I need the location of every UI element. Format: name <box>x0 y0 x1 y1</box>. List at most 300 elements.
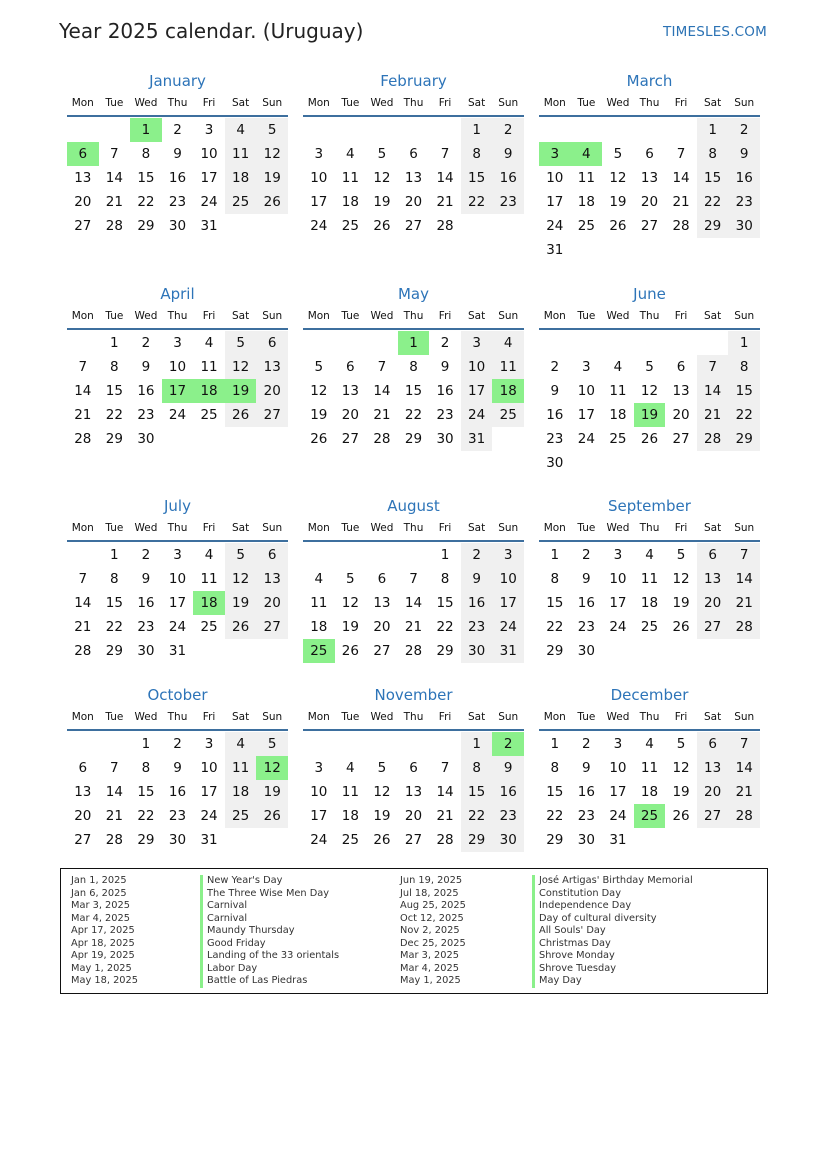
holiday-day-cell: 19 <box>225 379 257 403</box>
day-cell: 8 <box>461 142 493 166</box>
day-cell: 4 <box>613 359 623 375</box>
day-cell: 4 <box>225 118 257 142</box>
day-cell: 29 <box>404 431 423 447</box>
empty-cell <box>335 118 367 142</box>
day-cell: 24 <box>168 407 187 423</box>
day-cell: 11 <box>341 170 359 186</box>
weekday-label: Fri <box>202 97 216 109</box>
day-cell: 7 <box>377 359 387 375</box>
day-cell: 28 <box>404 643 423 659</box>
month-june <box>539 284 760 475</box>
day-cell: 13 <box>404 784 423 800</box>
day-cell: 24 <box>200 808 218 824</box>
holiday-day-cell: 2 <box>492 732 524 756</box>
day-cell: 13 <box>256 567 288 591</box>
day-cell: 28 <box>436 218 454 234</box>
day-cell: 9 <box>141 359 151 375</box>
day-cell: 9 <box>728 142 760 166</box>
day-cell: 24 <box>609 619 627 635</box>
holiday-date: May 18, 2025 <box>71 975 138 987</box>
day-grid <box>539 118 760 262</box>
day-cell: 14 <box>728 567 760 591</box>
empty-cell <box>99 732 131 756</box>
weekday-label: Fri <box>438 711 452 723</box>
day-cell: 11 <box>200 359 218 375</box>
month-name: July <box>164 497 191 515</box>
day-cell: 15 <box>546 784 564 800</box>
day-cell: 5 <box>377 760 387 776</box>
month-may <box>303 284 524 451</box>
weekday-label: Sun <box>498 97 519 109</box>
day-cell: 4 <box>225 732 257 756</box>
day-cell: 26 <box>225 403 257 427</box>
month-february <box>303 71 524 238</box>
day-cell: 31 <box>546 242 564 258</box>
day-cell: 25 <box>225 804 257 828</box>
weekday-label: Sat <box>468 310 486 322</box>
holiday-name: May Day <box>532 975 693 988</box>
weekday-label: Tue <box>577 711 596 723</box>
day-cell: 7 <box>697 355 729 379</box>
empty-cell <box>303 331 335 355</box>
day-cell: 29 <box>461 828 493 852</box>
day-cell: 14 <box>436 784 454 800</box>
holiday-day-cell: 18 <box>492 379 524 403</box>
weekday-label: Sun <box>262 310 283 322</box>
weekday-label: Mon <box>543 97 566 109</box>
day-cell: 27 <box>697 615 729 639</box>
empty-cell <box>366 543 398 567</box>
day-cell: 31 <box>461 427 493 451</box>
weekday-label: Wed <box>370 711 394 723</box>
day-grid <box>539 543 760 663</box>
month-august <box>303 496 524 663</box>
empty-cell <box>366 732 398 756</box>
weekday-label: Wed <box>370 310 394 322</box>
day-cell: 24 <box>461 403 493 427</box>
day-cell: 8 <box>728 355 760 379</box>
weekday-label: Thu <box>167 711 188 723</box>
day-cell: 20 <box>373 619 391 635</box>
day-cell: 22 <box>728 403 760 427</box>
day-cell: 5 <box>377 146 387 162</box>
day-grid <box>67 543 288 663</box>
empty-cell <box>99 118 131 142</box>
day-cell: 21 <box>105 808 123 824</box>
day-cell: 4 <box>645 736 654 752</box>
holiday-date: Mar 4, 2025 <box>71 912 130 924</box>
day-cell: 28 <box>697 427 729 451</box>
weekday-header <box>539 518 760 542</box>
weekday-label: Sun <box>734 97 755 109</box>
weekday-label: Wed <box>606 522 630 534</box>
empty-cell <box>335 732 367 756</box>
day-cell: 2 <box>141 547 151 563</box>
empty-cell <box>602 331 634 355</box>
holiday-name: Christmas Day <box>532 938 693 951</box>
day-cell: 31 <box>609 832 627 848</box>
month-october <box>67 685 288 852</box>
day-cell: 18 <box>609 407 627 423</box>
day-cell: 27 <box>373 643 391 659</box>
holiday-day-cell: 25 <box>303 639 335 663</box>
day-cell: 13 <box>697 756 729 780</box>
day-cell: 9 <box>492 756 524 780</box>
day-cell: 4 <box>492 331 524 355</box>
day-cell: 6 <box>377 571 387 587</box>
day-cell: 2 <box>173 736 182 752</box>
day-cell: 14 <box>105 170 123 186</box>
day-cell: 17 <box>546 194 564 210</box>
weekday-label: Thu <box>403 711 424 723</box>
day-cell: 27 <box>404 218 423 234</box>
day-cell: 6 <box>697 543 729 567</box>
day-cell: 14 <box>436 170 454 186</box>
day-cell: 8 <box>440 571 450 587</box>
weekday-header <box>67 306 288 330</box>
day-cell: 29 <box>436 643 454 659</box>
day-cell: 12 <box>373 170 391 186</box>
weekday-header <box>303 93 524 117</box>
day-cell: 16 <box>168 784 187 800</box>
day-cell: 26 <box>256 804 288 828</box>
weekday-label: Sun <box>734 522 755 534</box>
day-cell: 6 <box>676 359 686 375</box>
weekday-label: Fri <box>438 97 452 109</box>
day-cell: 22 <box>105 619 123 635</box>
day-cell: 14 <box>672 170 690 186</box>
weekday-label: Sat <box>232 711 250 723</box>
day-cell: 14 <box>728 756 760 780</box>
day-cell: 23 <box>492 804 524 828</box>
day-cell: 10 <box>609 571 627 587</box>
day-grid <box>303 331 524 451</box>
day-cell: 17 <box>461 379 493 403</box>
day-cell: 2 <box>461 543 493 567</box>
empty-cell <box>366 331 398 355</box>
day-cell: 26 <box>225 615 257 639</box>
holiday-date: Aug 25, 2025 <box>400 900 466 912</box>
day-cell: 27 <box>74 832 92 848</box>
holiday-date: Dec 25, 2025 <box>400 937 466 949</box>
day-cell: 5 <box>256 732 288 756</box>
day-cell: 2 <box>582 547 591 563</box>
day-cell: 14 <box>74 383 92 399</box>
day-cell: 28 <box>105 832 123 848</box>
empty-cell <box>67 732 99 756</box>
day-cell: 22 <box>461 804 493 828</box>
day-cell: 23 <box>577 619 595 635</box>
month-name: December <box>610 686 689 704</box>
day-cell: 20 <box>697 591 729 615</box>
day-cell: 19 <box>341 619 359 635</box>
day-grid <box>67 732 288 852</box>
holiday-name: Shrove Tuesday <box>532 963 693 976</box>
day-cell: 24 <box>310 218 328 234</box>
empty-cell <box>303 732 335 756</box>
day-cell: 10 <box>200 760 218 776</box>
day-cell: 18 <box>341 194 359 210</box>
day-cell: 8 <box>110 359 119 375</box>
day-cell: 30 <box>577 832 595 848</box>
day-cell: 27 <box>640 218 659 234</box>
day-cell: 30 <box>168 832 187 848</box>
weekday-header <box>303 707 524 731</box>
weekday-label: Sat <box>232 522 250 534</box>
day-cell: 31 <box>492 639 524 663</box>
empty-cell <box>429 732 461 756</box>
weekday-label: Wed <box>606 97 630 109</box>
holiday-day-cell: 1 <box>398 331 430 355</box>
weekday-label: Thu <box>167 97 188 109</box>
day-cell: 1 <box>461 118 493 142</box>
month-january <box>67 71 288 238</box>
month-april <box>67 284 288 451</box>
day-cell: 31 <box>200 218 218 234</box>
holiday-date: May 1, 2025 <box>400 975 461 987</box>
day-cell: 18 <box>341 808 359 824</box>
day-cell: 23 <box>492 190 524 214</box>
day-cell: 16 <box>577 784 595 800</box>
holiday-name: New Year's Day <box>200 875 339 888</box>
day-cell: 14 <box>373 383 391 399</box>
day-cell: 31 <box>168 643 187 659</box>
weekday-label: Sun <box>498 522 519 534</box>
weekday-header <box>539 93 760 117</box>
day-cell: 25 <box>640 619 659 635</box>
empty-cell <box>67 543 99 567</box>
empty-cell <box>634 331 666 355</box>
day-cell: 1 <box>550 547 560 563</box>
holiday-day-cell: 12 <box>256 756 288 780</box>
weekday-label: Wed <box>606 711 630 723</box>
day-cell: 21 <box>697 403 729 427</box>
weekday-label: Sun <box>734 310 755 322</box>
day-cell: 12 <box>672 760 690 776</box>
day-cell: 3 <box>314 146 324 162</box>
day-cell: 6 <box>409 146 418 162</box>
day-cell: 29 <box>546 643 564 659</box>
day-cell: 10 <box>310 784 328 800</box>
day-cell: 3 <box>173 547 182 563</box>
holiday-date: Apr 17, 2025 <box>71 925 135 937</box>
holiday-date: Nov 2, 2025 <box>400 925 460 937</box>
day-cell: 3 <box>204 736 214 752</box>
empty-cell <box>571 118 603 142</box>
day-cell: 18 <box>640 784 659 800</box>
holiday-dates-col-2 <box>400 875 466 988</box>
weekday-label: Tue <box>105 711 124 723</box>
day-cell: 24 <box>168 619 187 635</box>
day-cell: 21 <box>672 194 690 210</box>
day-cell: 6 <box>697 732 729 756</box>
day-cell: 25 <box>225 190 257 214</box>
empty-cell <box>697 331 729 355</box>
weekday-header <box>67 93 288 117</box>
day-cell: 16 <box>728 166 760 190</box>
month-name: September <box>608 497 691 515</box>
day-cell: 23 <box>168 194 187 210</box>
weekday-label: Mon <box>543 711 566 723</box>
holiday-name: Good Friday <box>200 938 339 951</box>
day-grid <box>67 331 288 451</box>
day-cell: 1 <box>440 547 450 563</box>
weekday-label: Wed <box>370 97 394 109</box>
weekday-label: Mon <box>71 310 94 322</box>
day-cell: 29 <box>105 431 123 447</box>
day-cell: 6 <box>256 543 288 567</box>
day-cell: 20 <box>74 808 92 824</box>
weekday-label: Sat <box>232 97 250 109</box>
holiday-name: All Souls' Day <box>532 925 693 938</box>
day-cell: 1 <box>110 335 119 351</box>
day-cell: 20 <box>256 379 288 403</box>
day-cell: 19 <box>225 591 257 615</box>
day-cell: 12 <box>609 170 627 186</box>
weekday-label: Mon <box>543 310 566 322</box>
holiday-date: Oct 12, 2025 <box>400 912 464 924</box>
page-title: Year 2025 calendar. (Uruguay) <box>59 19 364 43</box>
day-cell: 23 <box>461 615 493 639</box>
day-cell: 8 <box>141 146 151 162</box>
day-cell: 16 <box>137 383 155 399</box>
day-cell: 18 <box>577 194 595 210</box>
empty-cell <box>634 118 666 142</box>
day-cell: 21 <box>436 808 454 824</box>
day-cell: 7 <box>110 146 119 162</box>
holiday-name: Maundy Thursday <box>200 925 339 938</box>
month-name: February <box>380 72 447 90</box>
day-cell: 19 <box>256 780 288 804</box>
month-july <box>67 496 288 663</box>
day-cell: 23 <box>577 808 595 824</box>
empty-cell <box>303 118 335 142</box>
day-cell: 17 <box>609 784 627 800</box>
day-cell: 19 <box>672 784 690 800</box>
day-cell: 15 <box>728 379 760 403</box>
day-cell: 15 <box>461 166 493 190</box>
holiday-date: Jan 1, 2025 <box>71 875 127 886</box>
day-cell: 7 <box>676 146 686 162</box>
day-cell: 3 <box>461 331 493 355</box>
day-cell: 16 <box>492 780 524 804</box>
day-cell: 29 <box>728 427 760 451</box>
day-cell: 24 <box>492 615 524 639</box>
holiday-name: The Three Wise Men Day <box>200 888 339 901</box>
holiday-date: May 1, 2025 <box>71 962 132 974</box>
day-cell: 10 <box>546 170 564 186</box>
weekday-label: Sat <box>704 97 722 109</box>
day-cell: 5 <box>225 543 257 567</box>
weekday-label: Thu <box>167 522 188 534</box>
weekday-label: Thu <box>639 711 660 723</box>
day-cell: 1 <box>461 732 493 756</box>
day-cell: 16 <box>168 170 187 186</box>
day-cell: 11 <box>200 571 218 587</box>
month-name: March <box>626 72 673 90</box>
day-cell: 11 <box>577 170 595 186</box>
day-cell: 5 <box>645 359 654 375</box>
weekday-label: Sat <box>704 522 722 534</box>
day-cell: 7 <box>440 146 450 162</box>
day-cell: 4 <box>204 335 214 351</box>
day-cell: 5 <box>346 571 355 587</box>
day-cell: 21 <box>404 619 423 635</box>
day-cell: 27 <box>256 403 288 427</box>
holiday-date: Mar 3, 2025 <box>400 950 459 962</box>
day-cell: 17 <box>492 591 524 615</box>
weekday-label: Thu <box>639 310 660 322</box>
day-cell: 9 <box>461 567 493 591</box>
day-cell: 24 <box>200 194 218 210</box>
day-cell: 15 <box>105 383 123 399</box>
weekday-label: Wed <box>134 711 158 723</box>
day-cell: 14 <box>105 784 123 800</box>
day-cell: 15 <box>137 170 155 186</box>
day-cell: 13 <box>373 595 391 611</box>
day-cell: 28 <box>74 431 92 447</box>
day-cell: 14 <box>74 595 92 611</box>
weekday-label: Wed <box>134 522 158 534</box>
day-cell: 28 <box>436 832 454 848</box>
day-cell: 20 <box>404 808 423 824</box>
weekday-label: Tue <box>105 97 124 109</box>
day-cell: 12 <box>310 383 328 399</box>
weekday-label: Fri <box>202 310 216 322</box>
weekday-label: Wed <box>134 97 158 109</box>
day-cell: 30 <box>168 218 187 234</box>
holiday-date: Jul 18, 2025 <box>400 887 459 899</box>
empty-cell <box>429 118 461 142</box>
day-cell: 28 <box>373 431 391 447</box>
day-cell: 17 <box>310 194 328 210</box>
day-cell: 13 <box>640 170 659 186</box>
brand-link[interactable]: TIMESLES.COM <box>663 24 767 40</box>
day-cell: 21 <box>105 194 123 210</box>
day-cell: 21 <box>74 619 92 635</box>
day-cell: 11 <box>310 595 328 611</box>
day-cell: 30 <box>137 431 155 447</box>
day-cell: 10 <box>492 567 524 591</box>
day-cell: 3 <box>613 547 623 563</box>
day-cell: 19 <box>256 166 288 190</box>
day-cell: 4 <box>346 146 355 162</box>
weekday-label: Fri <box>202 522 216 534</box>
empty-cell <box>665 331 697 355</box>
day-cell: 11 <box>640 760 659 776</box>
day-cell: 17 <box>609 595 627 611</box>
weekday-label: Tue <box>341 522 360 534</box>
day-cell: 11 <box>225 142 257 166</box>
weekday-header <box>539 306 760 330</box>
empty-cell <box>67 118 99 142</box>
day-cell: 1 <box>110 547 119 563</box>
day-cell: 17 <box>168 595 187 611</box>
day-cell: 12 <box>672 571 690 587</box>
weekday-label: Sat <box>704 711 722 723</box>
holiday-name: Battle of Las Piedras <box>200 975 339 988</box>
day-cell: 9 <box>582 760 591 776</box>
day-cell: 25 <box>577 218 595 234</box>
day-cell: 21 <box>728 780 760 804</box>
day-cell: 26 <box>672 808 690 824</box>
day-cell: 10 <box>168 359 187 375</box>
day-cell: 22 <box>404 407 423 423</box>
day-cell: 25 <box>200 407 218 423</box>
day-cell: 4 <box>314 571 324 587</box>
day-cell: 7 <box>110 760 119 776</box>
day-cell: 27 <box>697 804 729 828</box>
